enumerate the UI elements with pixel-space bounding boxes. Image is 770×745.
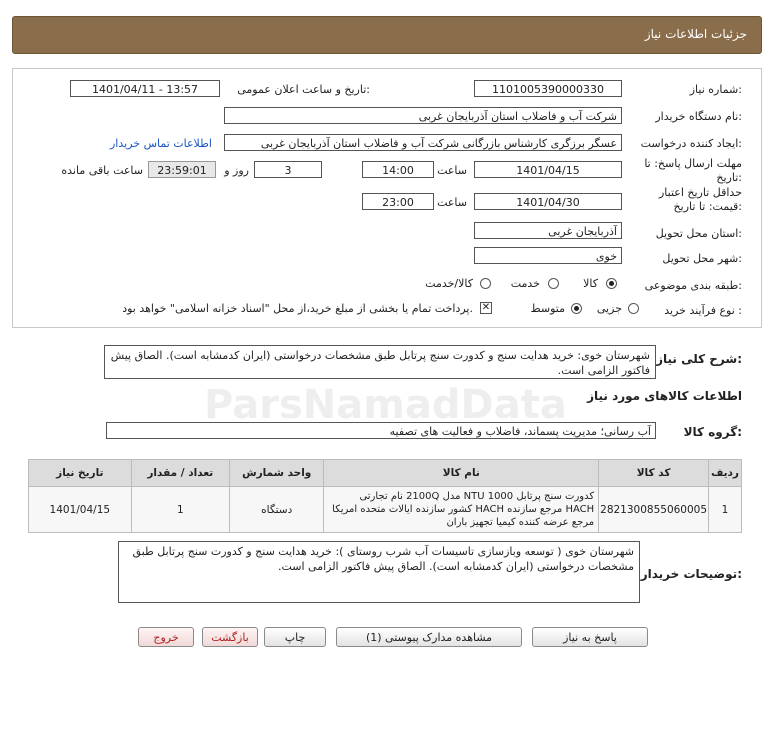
days-label: روز و — [224, 164, 249, 177]
attachments-button[interactable]: مشاهده مدارک پیوستی (1) — [336, 627, 522, 647]
validity-time-label: ساعت — [437, 196, 467, 209]
goods-group-field: آب رسانی؛ مدیریت پسماند، فاضلاب و فعالیت های تصفیه — [106, 422, 656, 439]
goods-table-header — [29, 460, 742, 487]
col-code: کد کالا — [599, 460, 709, 487]
col-date: تاریخ نیاز — [29, 460, 132, 487]
reply-button[interactable]: پاسخ به نیاز — [532, 627, 648, 647]
announce-date-label: تاریخ و ساعت اعلان عمومی: — [237, 83, 370, 96]
buyer-org-field: شرکت آب و فاضلاب استان آذربایجان غربی — [224, 107, 622, 124]
deadline-time-label: ساعت — [437, 164, 467, 177]
time-remaining-field: 23:59:01 — [148, 161, 216, 178]
buyer-org-label: نام دستگاه خریدار: — [655, 110, 742, 123]
requester-label: ایجاد کننده درخواست: — [640, 137, 742, 150]
row-qty: 1 — [131, 487, 229, 533]
goods-section-title: اطلاعات کالاهای مورد نیاز — [587, 389, 742, 403]
buyer-notes-textbox: شهرستان خوی ( توسعه وبازسازی تاسیسات آب شرب روستای ): خرید هدایت سنج و کدورت سنج پرتابل طبق مشخصات درخواستی (ایران کدمشابه است). الصاق پیش فاکتور الزامی است. — [118, 541, 640, 603]
buyer-notes-label: توضیحات خریدار: — [640, 567, 742, 581]
process-medium-radio[interactable] — [571, 303, 582, 314]
province-field: آذربایجان غربی — [474, 222, 622, 239]
validity-label: حداقل تاریخ اعتبار — [658, 186, 742, 199]
city-label: شهر محل تحویل: — [662, 252, 742, 265]
page-title: جزئیات اطلاعات نیاز — [644, 27, 747, 41]
col-name: نام کالا — [324, 460, 599, 487]
category-service-label: خدمت — [510, 277, 540, 290]
deadline-time-field: 14:00 — [362, 161, 434, 178]
page-header — [12, 16, 762, 54]
category-both-radio[interactable] — [480, 278, 491, 289]
goods-table — [28, 459, 742, 533]
summary-label: شرح کلی نیاز: — [656, 352, 742, 366]
row-name: کدورت سنج پرتابل NTU 1000 مدل 2100Q نام تجارتی HACH مرجع سازنده HACH کشور سازنده ایالات متحده امریکا مرجع عرضه کننده کیمیا تجهیز باران — [324, 487, 599, 533]
row-index: 1 — [709, 487, 742, 533]
col-unit: واحد شمارش — [229, 460, 324, 487]
process-label: نوع فرآیند خرید : — [664, 304, 742, 317]
validity-label-date: قیمت: تا تاریخ: — [673, 200, 742, 213]
validity-time-field: 23:00 — [362, 193, 434, 210]
category-service-radio[interactable] — [548, 278, 559, 289]
category-both-label: کالا/خدمت — [425, 277, 473, 290]
row-unit: دستگاه — [229, 487, 324, 533]
category-goods-label: کالا — [583, 277, 598, 290]
summary-textbox: شهرستان خوی: خرید هدایت سنج و کدورت سنج پرتابل طبق مشخصات درخواستی (ایران کدمشابه است). الصاق پیش فاکتور الزامی است. — [104, 345, 656, 379]
announce-date-field: 1401/04/11 - 13:57 — [70, 80, 220, 97]
validity-date-field: 1401/04/30 — [474, 193, 622, 210]
exit-button[interactable]: خروج — [138, 627, 194, 647]
col-qty: تعداد / مقدار — [131, 460, 229, 487]
back-button[interactable]: بازگشت — [202, 627, 258, 647]
row-code: 2821300855060005 — [599, 487, 709, 533]
process-minor-radio[interactable] — [628, 303, 639, 314]
days-remaining-field: 3 — [254, 161, 322, 178]
process-minor-label: جزیی — [596, 302, 622, 315]
buyer-contact-link[interactable]: اطلاعات تماس خریدار — [110, 137, 212, 150]
city-field: خوی — [474, 247, 622, 264]
category-goods-radio[interactable] — [606, 278, 617, 289]
goods-group-label: گروه کالا: — [683, 425, 742, 439]
treasury-text: پرداخت تمام یا بخشی از مبلغ خرید،از محل "اسناد خزانه اسلامی" خواهد بود. — [122, 302, 473, 315]
requester-field: عسگر برزگری کارشناس بازرگانی شرکت آب و فاضلاب استان آذربایجان غربی — [224, 134, 622, 151]
deadline-label: مهلت ارسال پاسخ: تا — [644, 157, 742, 170]
row-date: 1401/04/15 — [29, 487, 132, 533]
deadline-date-field: 1401/04/15 — [474, 161, 622, 178]
category-label: طبقه بندی موضوعی: — [644, 279, 742, 292]
treasury-checkbox[interactable]: ✕ — [481, 302, 491, 313]
need-number-field: 1101005390000330 — [474, 80, 622, 97]
province-label: استان محل تحویل: — [655, 227, 742, 240]
need-number-label: شماره نیاز: — [689, 83, 742, 96]
process-medium-label: متوسط — [530, 302, 565, 315]
time-remaining-label: ساعت باقی مانده — [61, 164, 143, 177]
print-button[interactable]: چاپ — [264, 627, 326, 647]
deadline-label-date: تاریخ: — [716, 171, 742, 184]
table-row — [29, 487, 742, 533]
col-index: ردیف — [709, 460, 742, 487]
watermark: ParsNamadData — [204, 382, 567, 428]
